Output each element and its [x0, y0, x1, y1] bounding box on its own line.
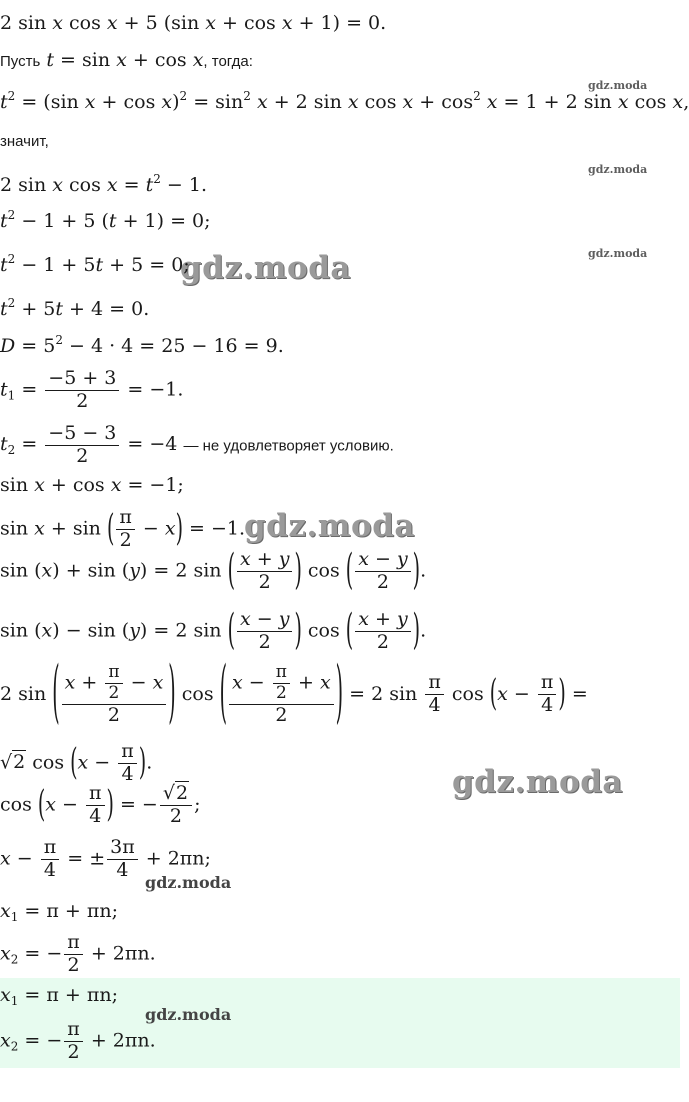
watermark-large: gdz.moda [180, 250, 351, 286]
solution-x2: $x_2$ = − $\frac{\pi}{2}$ + 2πn. [0, 931, 156, 976]
solution-x1: $x_1 = \pi + \pi n$; [0, 900, 118, 924]
watermark: gdz.moda [145, 1005, 232, 1024]
equation-square: $t^2 = (\sin$ $x + \cos x)^2 = \sin^2 x + 2$ sin x $\cos x + \cos^2 x = 1 + 2$ sin x cos x, [0, 89, 689, 113]
watermark-large: gdz.moda [452, 764, 623, 800]
answer-x1: $x_1 = \pi + \pi n$; [0, 984, 118, 1008]
watermark: gdz.moda [588, 247, 648, 260]
equation-step: sin x + sin ( $\frac{\pi}{2}$ − x) = −1. [0, 506, 246, 551]
watermark: gdz.moda [588, 79, 648, 92]
discriminant: $D = 5^2 - 4 \cdot 4 = 25 - 16 = 9$. [0, 333, 284, 357]
equation-step: $t^2 + 5t + 4 = 0$. [0, 296, 150, 320]
watermark: gdz.moda [145, 873, 232, 892]
answer-x2: $x_2$ = − $\frac{\pi}{2}$ + 2πn. [0, 1018, 156, 1063]
equation-step: x − $\frac{\pi}{4}$ = ± $\frac{3\pi}{4}$ + 2πn; [0, 836, 211, 881]
equation-step: √2 cos (x − $\frac{\pi}{4}$ ). [0, 740, 153, 785]
watermark: gdz.moda [588, 163, 648, 176]
sum-formula: sin (x) + sin (y) = 2 sin ( $\frac{x + y}{2}$ ) cos ( $\frac{x - y}{2}$ ). [0, 546, 427, 595]
equation-step: sin x + cos x = −1; [0, 474, 184, 496]
root-t1: $t_1$ = $\frac{-5 + 3}{2}$ = −1. [0, 367, 184, 412]
difference-formula: sin (x) − sin (y) = 2 sin ( $\frac{x - y}{2}$ ) cos ( $\frac{x + y}{2}$ ). [0, 606, 427, 655]
hence-label: значит, [0, 133, 49, 150]
watermark-large: gdz.moda [244, 508, 415, 544]
equation-step: 2 sin x $\cos x = t^2 - 1$. [0, 172, 208, 196]
equation-step: cos (x − $\frac{\pi}{4}$ ) = − $\frac{√2}{2}$ ; [0, 782, 201, 827]
root-t2: $t_2$ = $\frac{-5 - 3}{2}$ = −4 — не удовлетворяет условию. [0, 422, 394, 467]
equation-original: 2 sin x cos x + 5 (sin x + cos x + 1) = 0. [0, 12, 387, 34]
equation-step: $t^2 - 1 + 5t + 5 = 0$; [0, 252, 190, 276]
equation-transform: 2 sin ( x + $\frac{\pi}{2}$ − x 2 ) cos ( x − $\frac{\pi}{2}$ + x 2 ) = 2 sin $\frac{\pi}{4}$ cos (x − $\frac{\pi}{4}$ ) = [0, 653, 588, 733]
equation-step: $t^2 - 1 + 5$ (t + 1) = 0; [0, 208, 211, 232]
substitution-line: Пусть t = sin x + cos x, тогда: [0, 49, 253, 71]
